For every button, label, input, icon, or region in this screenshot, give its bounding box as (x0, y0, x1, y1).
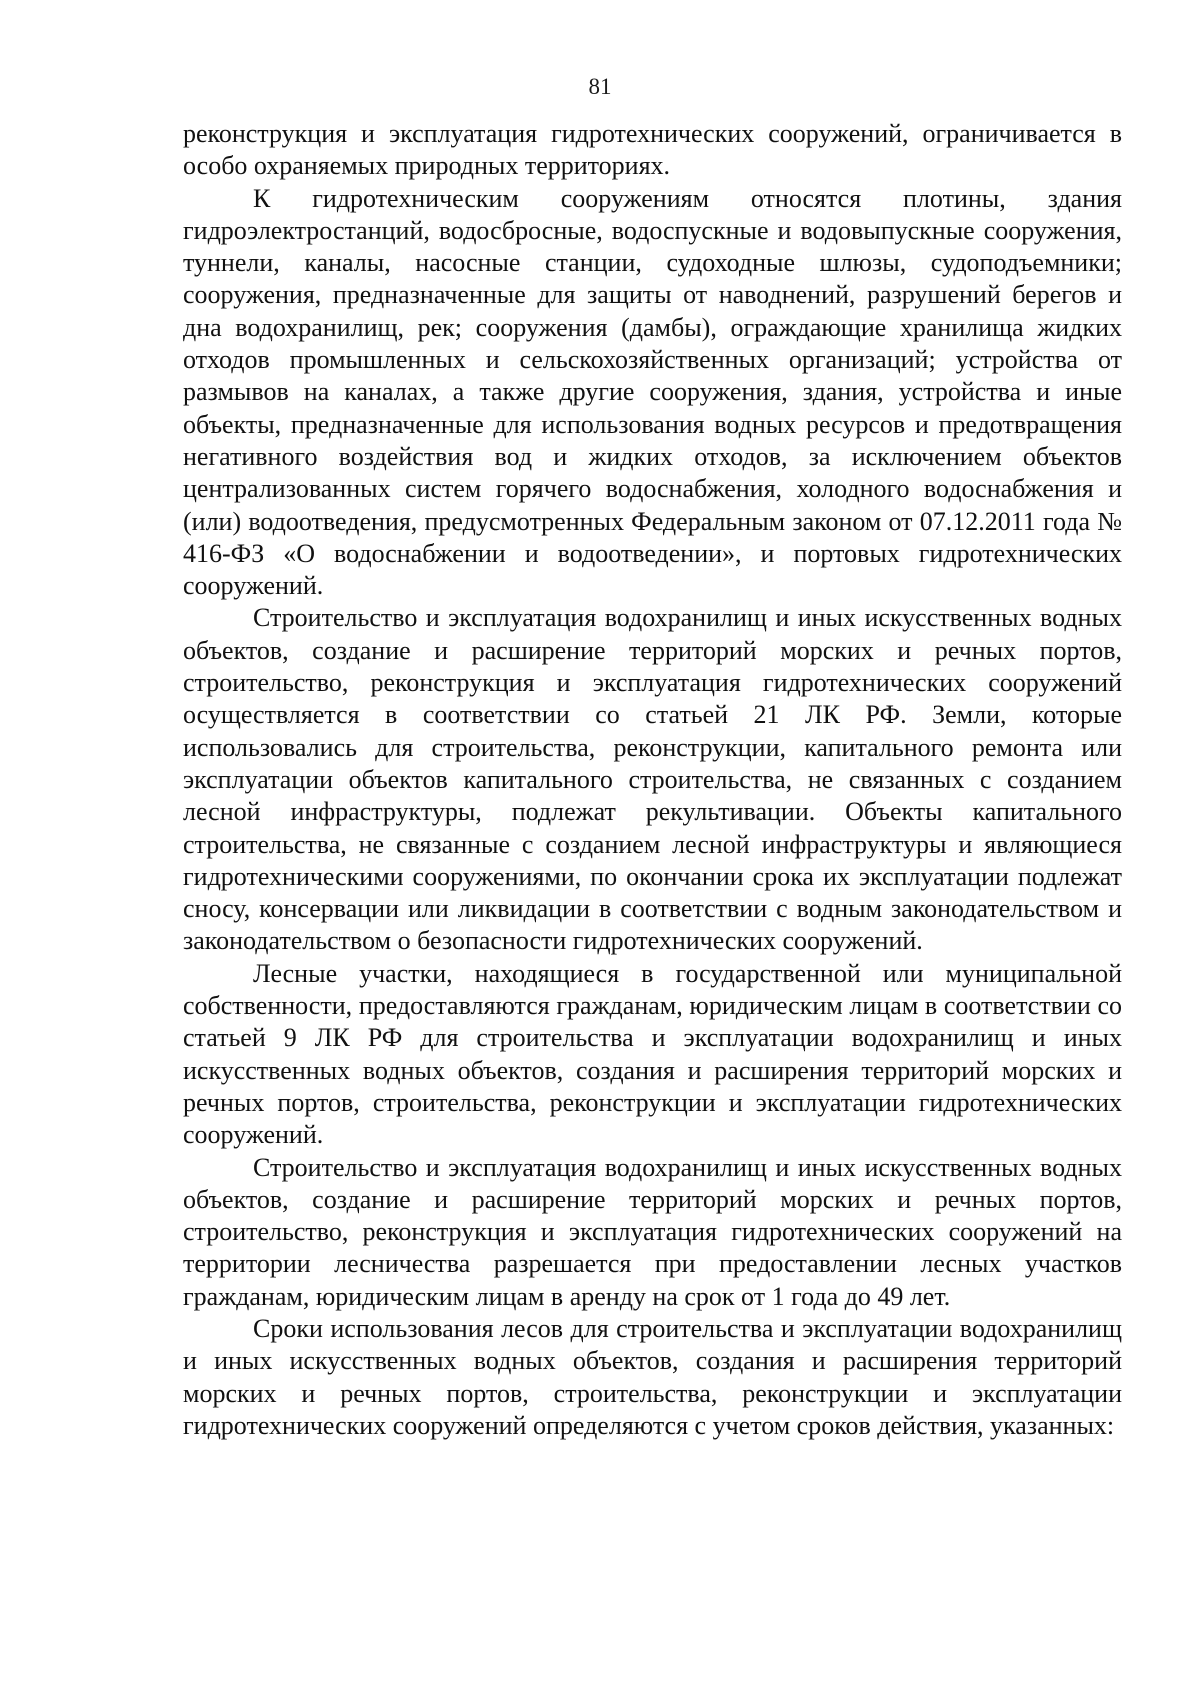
paragraph-construction-regulation: Строительство и эксплуатация водохранилищ и иных искусственных водных объектов, создание и расширение территорий морских и речных портов, строительство, реконструкция и эксплуатация гидротехнических сооружений осуществляется в соответствии со статьей 21 ЛК РФ. Земли, которые использовались для строительства, реконструкции, капитального ремонта или эксплуатации объектов капитального строительства, не связанных с созданием лесной инфраструктуры, подлежат рекультивации. Объекты капитального строительства, не связанные с созданием лесной инфраструктуры и являющиеся гидротехническими сооружениями, по окончании срока их эксплуатации подлежат сносу, консервации или ликвидации в соответствии с водным законодательством и законодательством о безопасности гидротехнических сооружений. (183, 603, 1122, 956)
paragraph-lease-terms: Строительство и эксплуатация водохранилищ и иных искусственных водных объектов, создание и расширение территорий морских и речных портов, строительство, реконструкция и эксплуатация гидротехнических сооружений на территории лесничества разрешается при предоставлении лесных участков гражданам, юридическим лицам в аренду на срок от 1 года до 49 лет. (183, 1152, 1122, 1311)
page-number: 81 (588, 74, 612, 99)
paragraph-usage-periods: Сроки использования лесов для строительства и эксплуатации водохранилищ и иных искусственных водных объектов, создания и расширения территорий морских и речных портов, строительства, реконструкции и эксплуатации гидротехнических сооружений определяются с учетом сроков действия, указанных: (183, 1313, 1122, 1440)
paragraph-hydraulic-structures-definition: К гидротехническим сооружениям относятся плотины, здания гидроэлектростанций, водосбросные, водоспускные и водовыпускные сооружения, туннели, каналы, насосные станции, судоходные шлюзы, судоподъемники; сооружения, предназначенные для защиты от наводнений, разрушений берегов и дна водохранилищ, рек; сооружения (дамбы), ограждающие хранилища жидких отходов промышленных и сельскохозяйственных организаций; устройства от размывов на каналах, а также другие сооружения, здания, устройства и иные объекты, предназначенные для использования водных ресурсов и предотвращения негативного воздействия вод и жидких отходов, за исключением объектов централизованных систем горячего водоснабжения, холодного водоснабжения и (или) водоотведения, предусмотренных Федеральным законом от 07.12.2011 года № 416-ФЗ «О водоснабжении и водоотведении», и портовых гидротехнических сооружений. (183, 183, 1122, 601)
document-body (183, 118, 1122, 1442)
paragraph-continuation: реконструкция и эксплуатация гидротехнических сооружений, ограничивается в особо охраняемых природных территориях. (183, 119, 1122, 181)
paragraph-land-provision: Лесные участки, находящиеся в государственной или муниципальной собственности, предоставляются гражданам, юридическим лицам в соответствии со статьей 9 ЛК РФ для строительства и эксплуатации водохранилищ и иных искусственных водных объектов, создания и расширения территорий морских и речных портов, строительства, реконструкции и эксплуатации гидротехнических сооружений. (183, 958, 1122, 1150)
